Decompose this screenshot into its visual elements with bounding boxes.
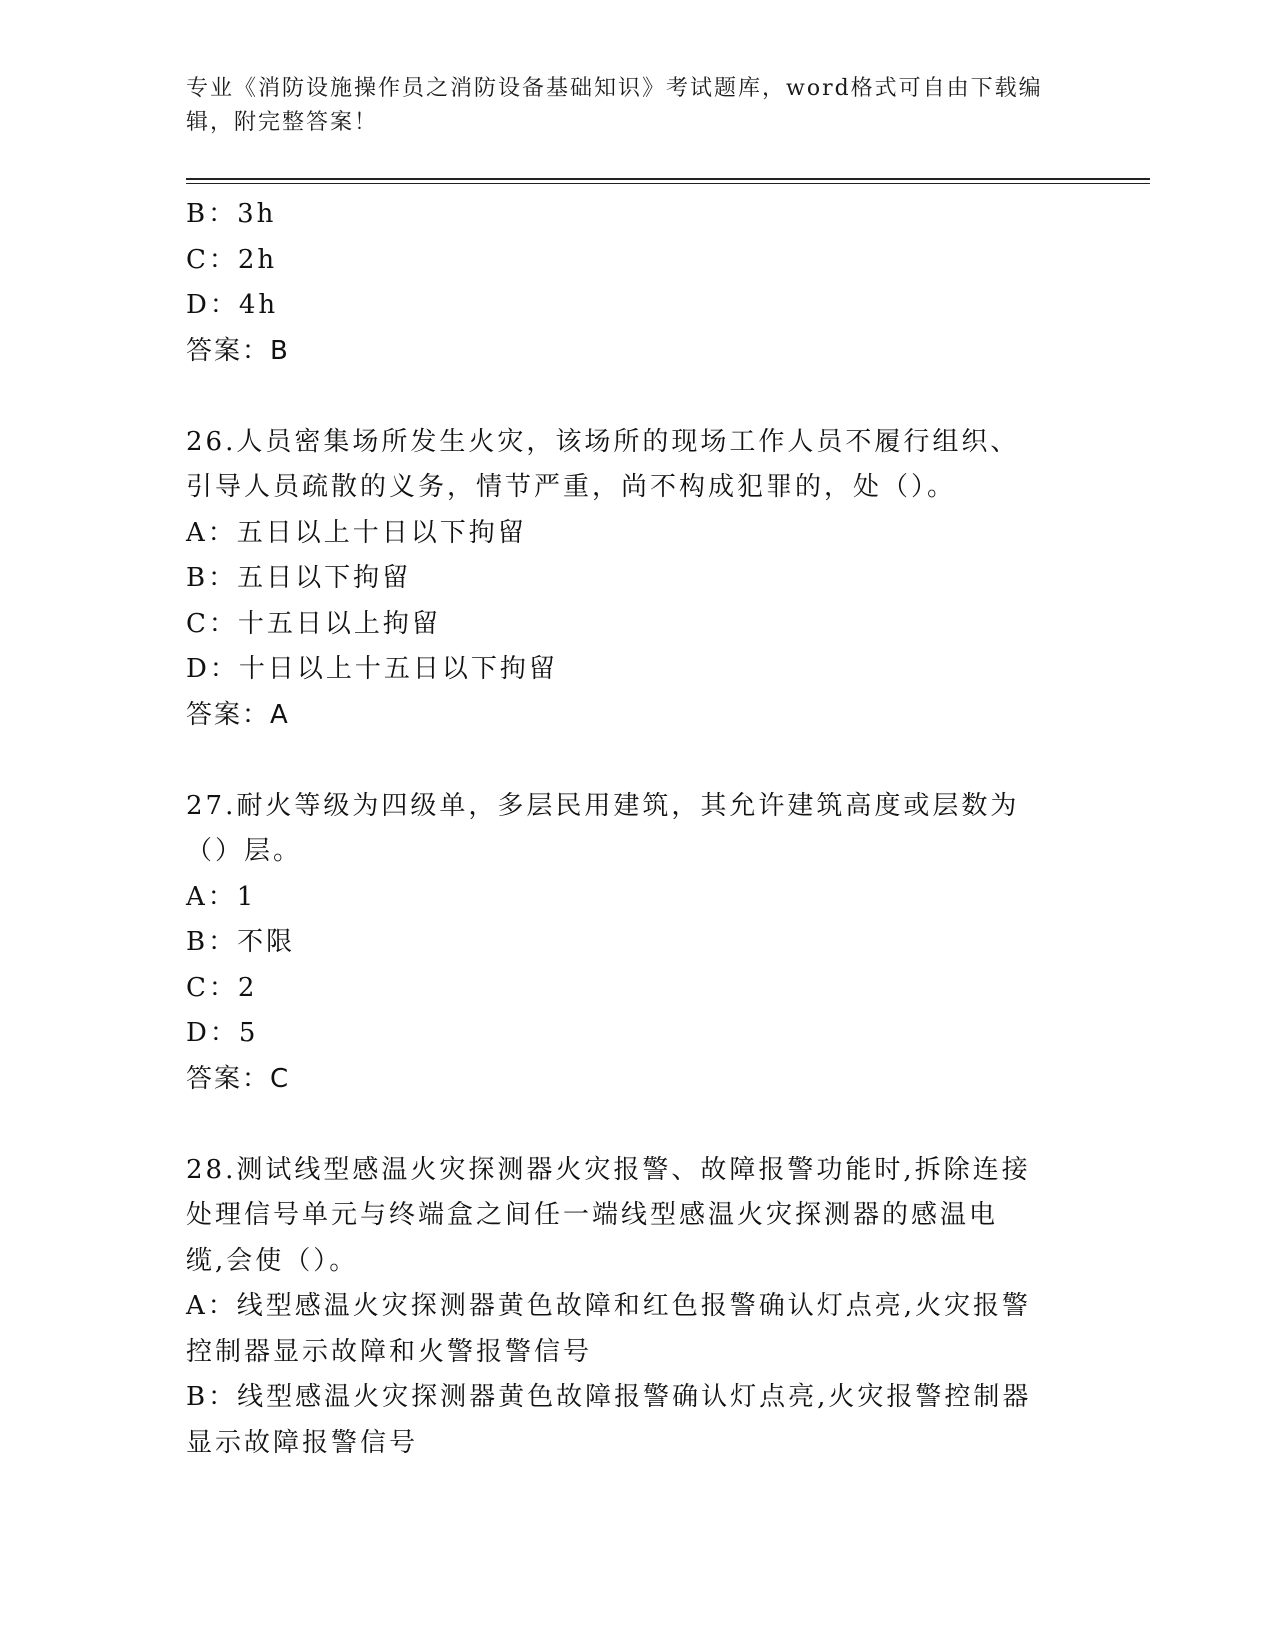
option-a: A：五日以上十日以下拘留 — [186, 517, 527, 548]
option-b: B：3h — [186, 199, 277, 229]
question-26 — [186, 420, 1086, 739]
option-a: A：线型感温火灾探测器黄色故障和红色报警确认灯点亮,火灾报警控制器显示故障和火警报警信号 — [186, 1291, 1032, 1367]
option-c: C：2 — [186, 972, 258, 1003]
question-stem: 28.测试线型感温火灾探测器火灾报警、故障报警功能时,拆除连接处理信号单元与终端盒之间任一端线型感温火灾探测器的感温电缆,会使（）。 — [186, 1154, 1031, 1276]
question-stem: 27.耐火等级为四级单，多层民用建筑，其允许建筑高度或层数为（）层。 — [186, 790, 1020, 866]
answer: 答案：C — [186, 1063, 291, 1094]
spacer — [186, 374, 1086, 420]
option-d: D：十日以上十五日以下拘留 — [186, 654, 558, 684]
option-d: D：5 — [186, 1018, 259, 1048]
option-c: C：2h — [186, 244, 278, 275]
option-b: B：不限 — [186, 927, 296, 957]
question-28 — [186, 1148, 1086, 1467]
header-divider — [186, 178, 1150, 180]
option-a: A：1 — [186, 881, 257, 912]
header-divider-thin — [186, 183, 1150, 184]
option-b: B：五日以下拘留 — [186, 563, 412, 593]
page-header: 专业《消防设施操作员之消防设备基础知识》考试题库，word格式可自由下载编辑，附完整答案！ — [186, 76, 1043, 135]
answer: 答案：A — [186, 699, 290, 730]
spacer — [186, 1102, 1086, 1148]
question-27 — [186, 784, 1086, 1103]
question-25 — [186, 192, 1086, 374]
option-b: B：线型感温火灾探测器黄色故障报警确认灯点亮,火灾报警控制器显示故障报警信号 — [186, 1382, 1032, 1458]
option-d: D：4h — [186, 290, 279, 320]
question-stem: 26.人员密集场所发生火灾，该场所的现场工作人员不履行组织、引导人员疏散的义务，情节严重，尚不构成犯罪的，处（）。 — [186, 426, 1020, 502]
spacer — [186, 738, 1086, 784]
question-list — [186, 192, 1086, 1466]
option-c: C：十五日以上拘留 — [186, 608, 441, 639]
answer: 答案：B — [186, 335, 290, 366]
